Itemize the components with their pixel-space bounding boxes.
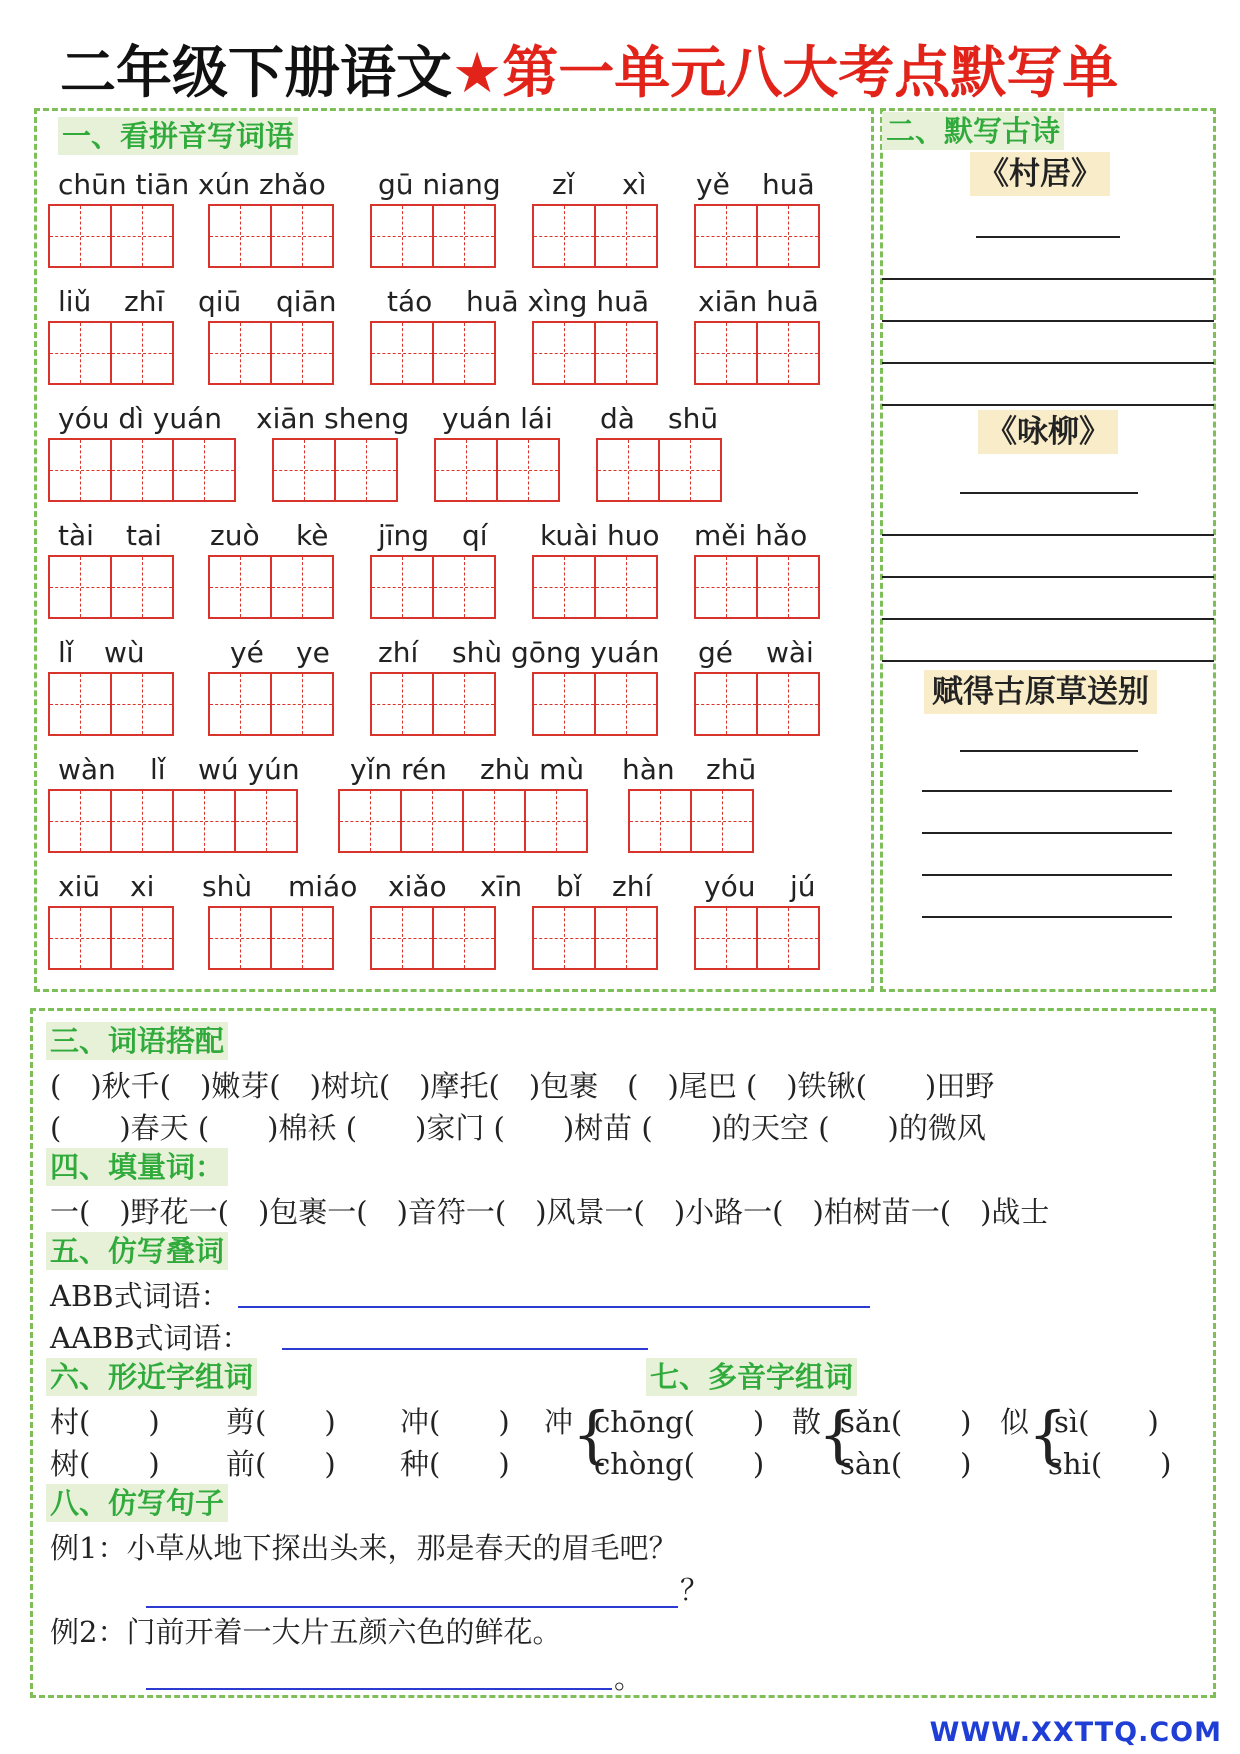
poem-line[interactable] xyxy=(882,278,1214,280)
writing-grid-cell[interactable] xyxy=(48,906,112,970)
pinyin: wài xyxy=(766,636,814,669)
writing-grid-cell[interactable] xyxy=(532,555,596,619)
section-1-heading: 一、看拼音写词语 xyxy=(58,117,298,155)
poem-line[interactable] xyxy=(882,534,1214,536)
sentence-answer-line-1[interactable] xyxy=(146,1606,678,1608)
pinyin: huā xyxy=(762,168,815,201)
brace-icon: { xyxy=(572,1398,612,1471)
polyphone-reading[interactable]: sǎn( ) xyxy=(840,1405,972,1439)
pinyin: huā xìng huā xyxy=(466,285,649,318)
page-title xyxy=(60,38,1200,108)
abb-answer-line[interactable] xyxy=(238,1306,870,1308)
polyphone-char: 冲 xyxy=(544,1405,574,1439)
pinyin: hàn xyxy=(622,753,675,786)
writing-grid-cell[interactable] xyxy=(370,204,434,268)
writing-grid-cell[interactable] xyxy=(110,789,174,853)
writing-grid-cell[interactable] xyxy=(370,555,434,619)
writing-grid-cell[interactable] xyxy=(172,438,236,502)
writing-grid-cell[interactable] xyxy=(694,906,758,970)
website-watermark[interactable]: WWW.XXTTQ.COM xyxy=(929,1717,1222,1748)
pinyin: yóu dì yuán xyxy=(58,402,223,435)
writing-grid-cell[interactable] xyxy=(432,906,496,970)
writing-grid-cell[interactable] xyxy=(690,789,754,853)
writing-grid-cell[interactable] xyxy=(594,906,658,970)
poem-line[interactable] xyxy=(882,660,1214,662)
pinyin: qiān xyxy=(276,285,337,318)
writing-grid-cell[interactable] xyxy=(594,672,658,736)
writing-grid-cell[interactable] xyxy=(110,438,174,502)
writing-grid-cell[interactable] xyxy=(594,204,658,268)
section-poem-box xyxy=(880,108,1216,992)
writing-grid-cell[interactable] xyxy=(628,789,692,853)
writing-grid-cell[interactable] xyxy=(594,555,658,619)
section-6-heading: 六、形近字组词 xyxy=(46,1358,257,1396)
sentence-end-mark-1: ？ xyxy=(680,1573,710,1607)
pinyin: zhí xyxy=(612,870,653,903)
writing-grid-cell[interactable] xyxy=(270,321,334,385)
pinyin: kuài huo xyxy=(540,519,660,552)
writing-grid-cell[interactable] xyxy=(756,321,820,385)
writing-grid-cell[interactable] xyxy=(48,438,112,502)
writing-grid-cell[interactable] xyxy=(756,906,820,970)
pinyin: xiū xyxy=(58,870,101,903)
pinyin: tai xyxy=(126,519,162,552)
pinyin: dà xyxy=(600,402,635,435)
writing-grid-cell[interactable] xyxy=(110,555,174,619)
sentence-answer-line-2[interactable] xyxy=(146,1688,612,1690)
writing-grid-cell[interactable] xyxy=(756,204,820,268)
pinyin: měi hǎo xyxy=(694,519,808,552)
pinyin: xiān sheng xyxy=(256,402,410,435)
pinyin: wú yún xyxy=(198,753,300,786)
pinyin: xún zhǎo xyxy=(198,168,326,201)
writing-grid-cell[interactable] xyxy=(694,672,758,736)
pinyin: yé xyxy=(230,636,264,669)
poem-author-line[interactable] xyxy=(960,492,1138,494)
pinyin: bǐ xyxy=(556,870,582,903)
sentence-end-mark-2: 。 xyxy=(614,1661,644,1695)
poem-line[interactable] xyxy=(882,618,1214,620)
title-grade: 二年级下册语文 xyxy=(60,40,452,106)
writing-grid-cell[interactable] xyxy=(48,672,112,736)
pinyin: xì xyxy=(622,168,647,201)
aabb-label: AABB式词语： xyxy=(50,1321,251,1355)
pinyin: miáo xyxy=(288,870,358,903)
section-2-heading: 二、默写古诗 xyxy=(882,112,1064,150)
writing-grid-cell[interactable] xyxy=(756,555,820,619)
pinyin: zhù mù xyxy=(480,753,585,786)
pinyin: xiān huā xyxy=(698,285,819,318)
poem-title-cunju: 《村居》 xyxy=(970,152,1110,196)
pinyin: lǐ xyxy=(150,753,166,786)
star-icon: ★ xyxy=(452,41,503,106)
section-8-heading: 八、仿写句子 xyxy=(46,1484,228,1522)
writing-grid-cell[interactable] xyxy=(270,672,334,736)
writing-grid-cell[interactable] xyxy=(694,204,758,268)
example-sentence-2: 例2：门前开着一大片五颜六色的鲜花。 xyxy=(50,1615,562,1649)
poem-line[interactable] xyxy=(922,832,1172,834)
writing-grid-cell[interactable] xyxy=(334,438,398,502)
writing-grid-cell[interactable] xyxy=(532,321,596,385)
pinyin: táo xyxy=(387,285,433,318)
polyphone-char: 散 xyxy=(792,1405,822,1439)
writing-grid-cell[interactable] xyxy=(532,672,596,736)
pinyin: zuò xyxy=(210,519,260,552)
writing-grid-cell[interactable] xyxy=(208,204,272,268)
pinyin: zhū xyxy=(706,753,757,786)
pinyin: jú xyxy=(790,870,816,903)
poem-line[interactable] xyxy=(922,790,1172,792)
poem-author-line[interactable] xyxy=(976,236,1120,238)
pinyin: xīn xyxy=(480,870,523,903)
pinyin: liǔ xyxy=(58,285,92,318)
writing-grid-cell[interactable] xyxy=(694,555,758,619)
pinyin: chūn tiān xyxy=(58,168,190,201)
pinyin: ye xyxy=(296,636,330,669)
measure-word-line[interactable]: 一( )野花一( )包裹一( )音符一( )风景一( )小路一( )柏树苗一( )战士 xyxy=(50,1195,1050,1229)
section-4-heading: 四、填量词： xyxy=(46,1148,228,1186)
polyphone-reading[interactable]: sì( ) xyxy=(1054,1405,1159,1439)
similar-char-item[interactable]: 树( ) xyxy=(50,1447,160,1481)
writing-grid-cell[interactable] xyxy=(432,672,496,736)
poem-line[interactable] xyxy=(922,874,1172,876)
section-5-heading: 五、仿写叠词 xyxy=(46,1232,228,1270)
writing-grid-cell[interactable] xyxy=(234,789,298,853)
similar-char-item[interactable]: 种( ) xyxy=(400,1447,510,1481)
writing-grid-cell[interactable] xyxy=(110,672,174,736)
writing-grid-cell[interactable] xyxy=(596,438,660,502)
writing-grid-cell[interactable] xyxy=(532,906,596,970)
pinyin: xiǎo xyxy=(388,870,447,903)
pinyin: xi xyxy=(130,870,155,903)
writing-grid-cell[interactable] xyxy=(48,321,112,385)
writing-grid-cell[interactable] xyxy=(496,438,560,502)
poem-line[interactable] xyxy=(882,576,1214,578)
brace-icon: { xyxy=(1028,1398,1068,1471)
writing-grid-cell[interactable] xyxy=(532,204,596,268)
writing-grid-cell[interactable] xyxy=(48,789,112,853)
poem-line[interactable] xyxy=(882,404,1214,406)
pinyin: wàn xyxy=(58,753,116,786)
pinyin: kè xyxy=(296,519,329,552)
pinyin: yě xyxy=(696,168,730,201)
writing-grid-cell[interactable] xyxy=(370,906,434,970)
writing-grid-cell[interactable] xyxy=(432,555,496,619)
polyphone-reading[interactable]: chōng( ) xyxy=(594,1405,765,1439)
brace-icon: { xyxy=(818,1398,858,1471)
writing-grid-cell[interactable] xyxy=(694,321,758,385)
poem-line[interactable] xyxy=(882,320,1214,322)
writing-grid-cell[interactable] xyxy=(432,204,496,268)
similar-char-item[interactable]: 村( ) xyxy=(50,1405,160,1439)
poem-title-fude: 赋得古原草送别 xyxy=(924,670,1157,714)
poem-title-yongliu: 《咏柳》 xyxy=(978,410,1118,454)
pinyin: yǐn rén xyxy=(350,753,447,786)
polyphone-reading[interactable]: shi( ) xyxy=(1048,1447,1172,1481)
writing-grid-cell[interactable] xyxy=(208,321,272,385)
pinyin: zhí xyxy=(378,636,419,669)
writing-grid-cell[interactable] xyxy=(400,789,464,853)
word-match-line-1[interactable]: ( )秋千( )嫩芽( )树坑( )摩托( )包裹 ( )尾巴 ( )铁锹( )田野 xyxy=(50,1069,995,1103)
pinyin: wù xyxy=(104,636,145,669)
writing-grid-cell[interactable] xyxy=(272,438,336,502)
writing-grid-cell[interactable] xyxy=(208,555,272,619)
polyphone-reading[interactable]: sàn( ) xyxy=(840,1447,972,1481)
pinyin: tài xyxy=(58,519,94,552)
similar-char-item[interactable]: 剪( ) xyxy=(226,1405,336,1439)
similar-char-item[interactable]: 前( ) xyxy=(226,1447,336,1481)
writing-grid-cell[interactable] xyxy=(462,789,526,853)
writing-grid-cell[interactable] xyxy=(172,789,236,853)
writing-grid-cell[interactable] xyxy=(270,555,334,619)
writing-grid-cell[interactable] xyxy=(338,789,402,853)
word-match-line-2[interactable]: ( )春天 ( )棉袄 ( )家门 ( )树苗 ( )的天空 ( )的微风 xyxy=(50,1111,986,1145)
poem-author-line[interactable] xyxy=(960,750,1138,752)
pinyin: zǐ xyxy=(552,168,575,201)
writing-grid-cell[interactable] xyxy=(432,321,496,385)
example-sentence-1: 例1：小草从地下探出头来，那是春天的眉毛吧？ xyxy=(50,1531,678,1565)
writing-grid-cell[interactable] xyxy=(208,906,272,970)
pinyin: qiū xyxy=(198,285,242,318)
writing-grid-cell[interactable] xyxy=(524,789,588,853)
polyphone-reading[interactable]: chòng( ) xyxy=(594,1447,765,1481)
writing-grid-cell[interactable] xyxy=(594,321,658,385)
writing-grid-cell[interactable] xyxy=(658,438,722,502)
pinyin: shū xyxy=(668,402,719,435)
pinyin: shù gōng yuán xyxy=(452,636,660,669)
pinyin: shù xyxy=(202,870,253,903)
writing-grid-cell[interactable] xyxy=(110,204,174,268)
writing-grid-cell[interactable] xyxy=(270,204,334,268)
writing-grid-cell[interactable] xyxy=(110,906,174,970)
pinyin: gū niang xyxy=(378,168,501,201)
title-unit: 第一单元八大考点默写单 xyxy=(502,40,1119,106)
pinyin: zhī xyxy=(124,285,165,318)
similar-char-item[interactable]: 冲( ) xyxy=(400,1405,510,1439)
writing-grid-cell[interactable] xyxy=(434,438,498,502)
writing-grid-cell[interactable] xyxy=(110,321,174,385)
section-3-heading: 三、词语搭配 xyxy=(46,1022,228,1060)
writing-grid-cell[interactable] xyxy=(208,672,272,736)
pinyin: gé xyxy=(698,636,733,669)
writing-grid-cell[interactable] xyxy=(48,555,112,619)
abb-label: ABB式词语： xyxy=(50,1279,230,1313)
writing-grid-cell[interactable] xyxy=(270,906,334,970)
writing-grid-cell[interactable] xyxy=(756,672,820,736)
pinyin: yuán lái xyxy=(442,402,553,435)
pinyin: lǐ xyxy=(58,636,74,669)
writing-grid-cell[interactable] xyxy=(370,672,434,736)
poem-line[interactable] xyxy=(922,916,1172,918)
aabb-answer-line[interactable] xyxy=(282,1348,648,1350)
writing-grid-cell[interactable] xyxy=(370,321,434,385)
polyphone-char: 似 xyxy=(1000,1405,1030,1439)
writing-grid-cell[interactable] xyxy=(48,204,112,268)
pinyin: jīng xyxy=(378,519,430,552)
poem-line[interactable] xyxy=(882,362,1214,364)
pinyin: qí xyxy=(462,519,488,552)
section-7-heading: 七、多音字组词 xyxy=(646,1358,857,1396)
pinyin: yóu xyxy=(704,870,756,903)
